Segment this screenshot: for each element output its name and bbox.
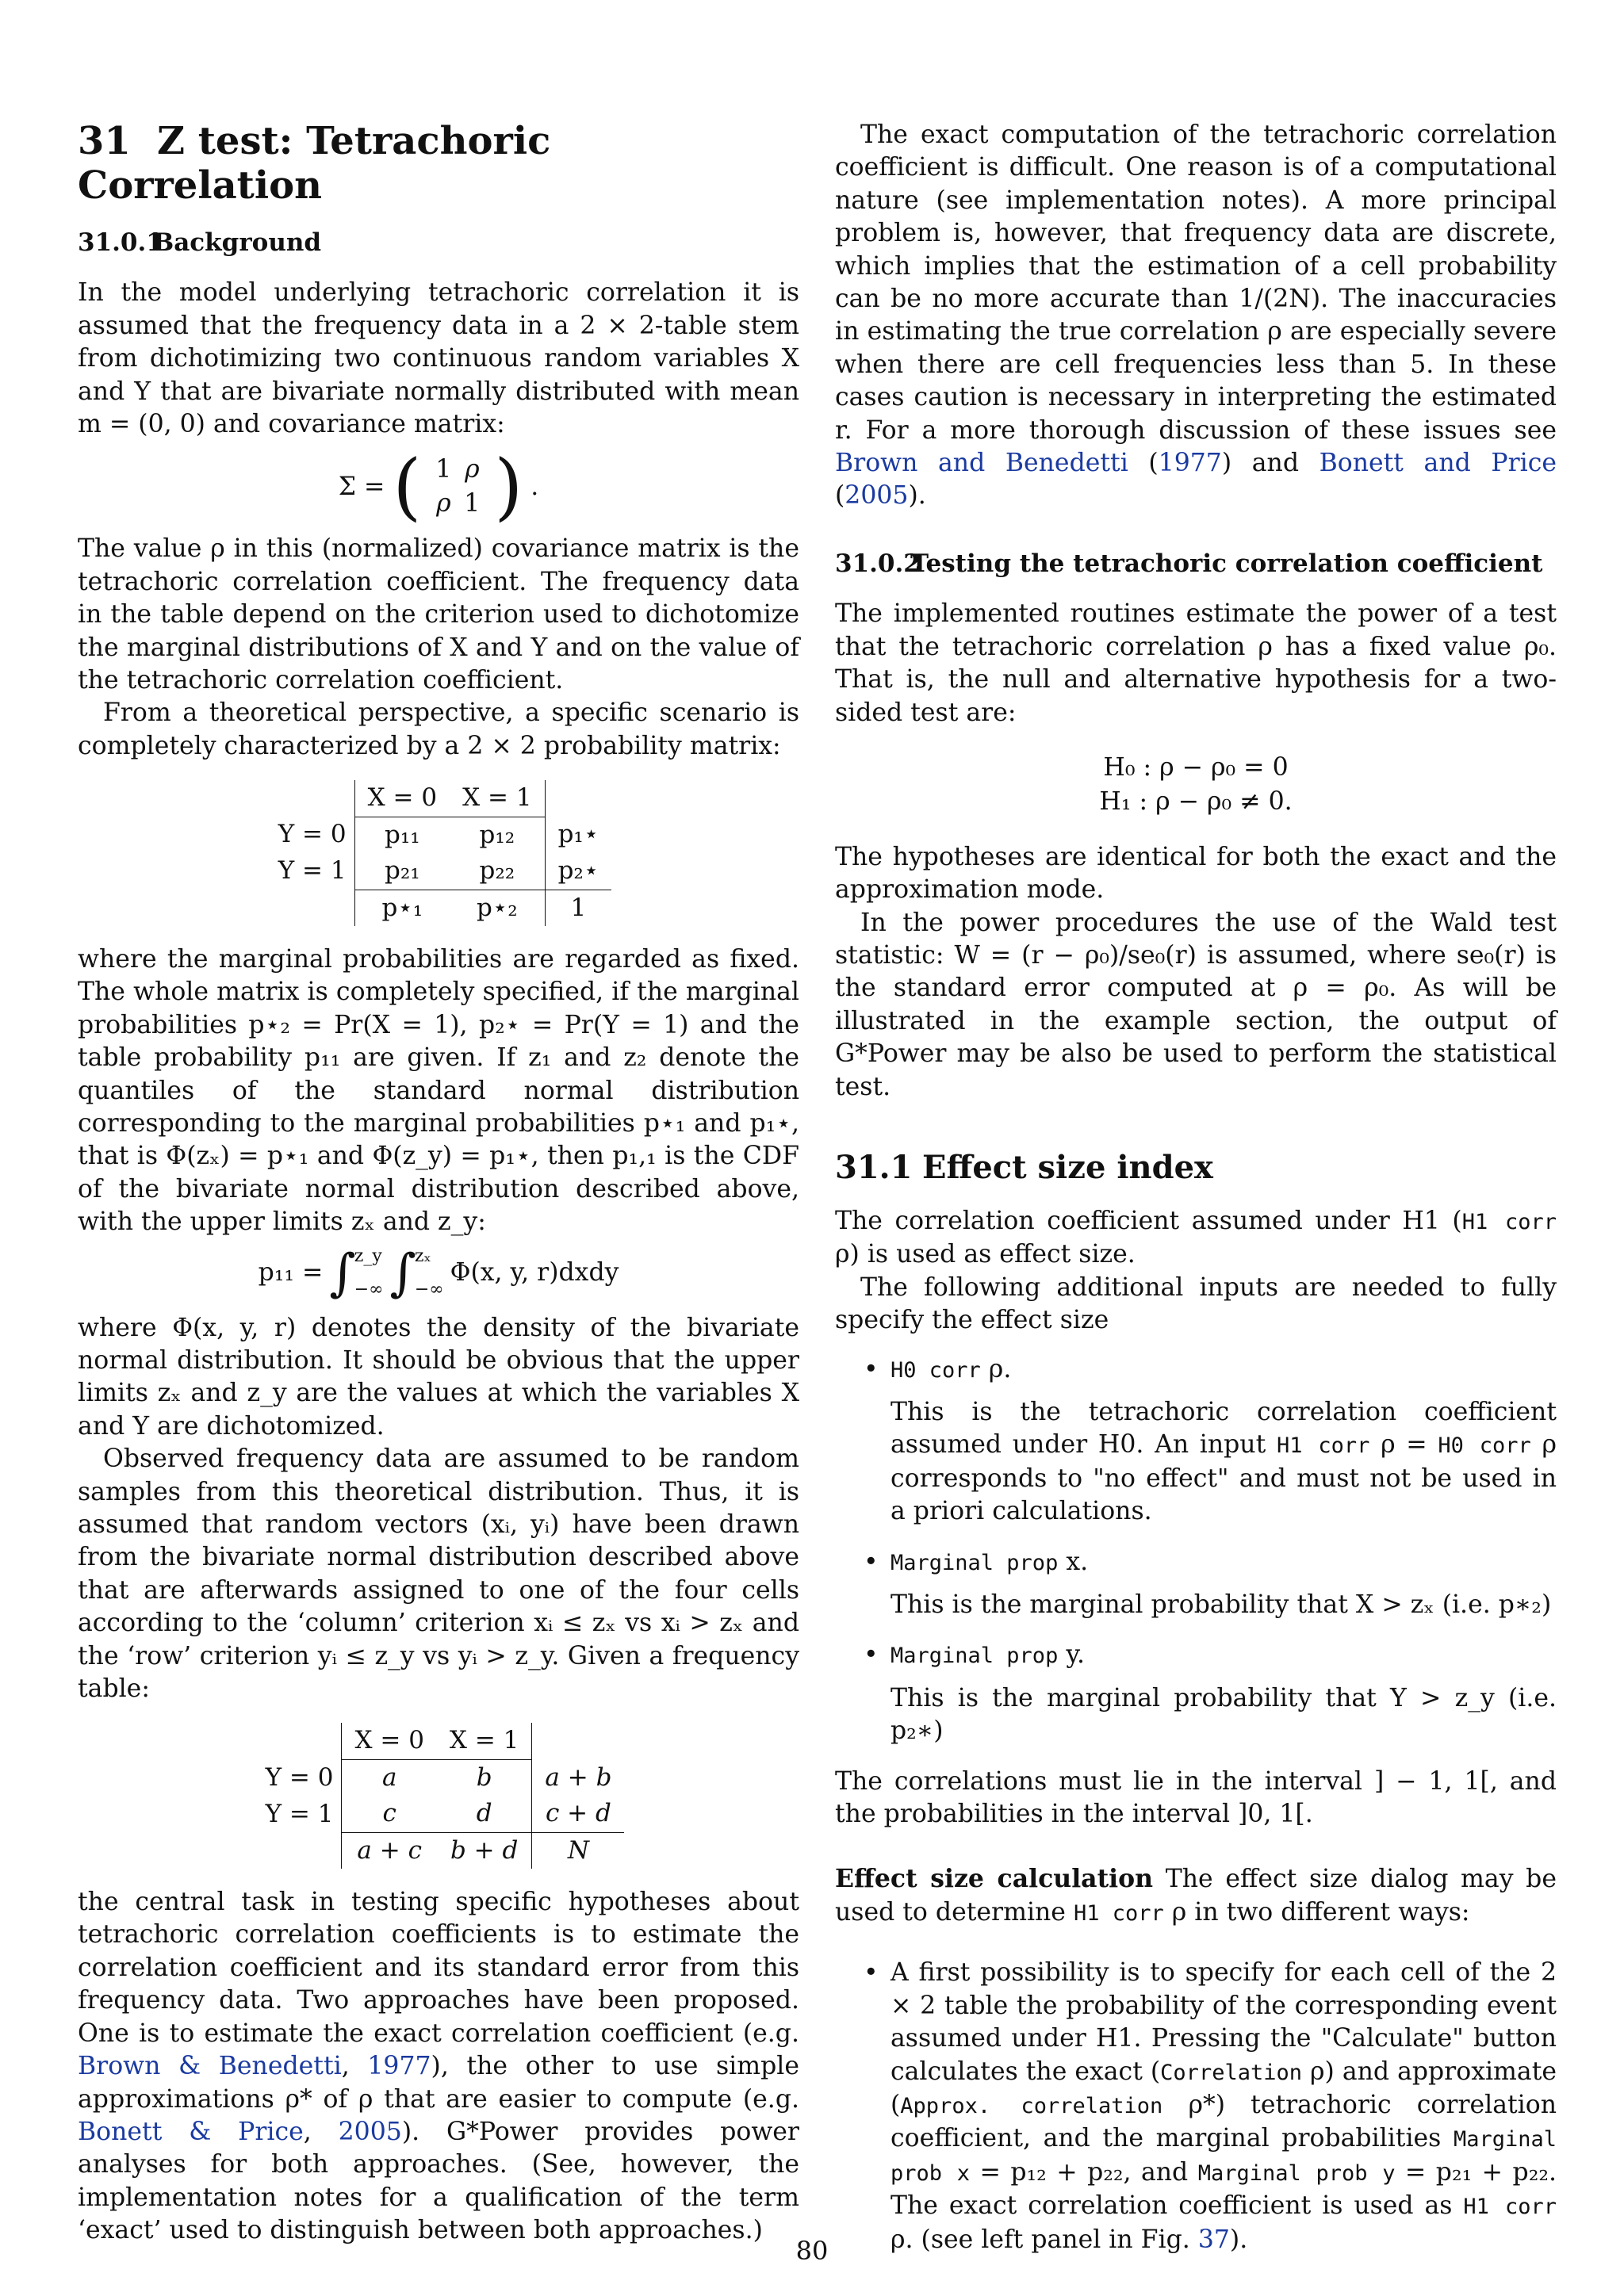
calculation-list xyxy=(864,1957,1557,2256)
input-list xyxy=(864,1353,1557,1748)
paragraph-intervals: The correlations must lie in the interval ] − 1, 1[, and the probabilities in the interval ]0, 1[. xyxy=(835,1766,1557,1829)
paragraph-additional-inputs: The following additional inputs are needed to fully specify the effect size xyxy=(835,1272,1557,1335)
paragraph-routines: The implemented routines estimate the power of a test that the tetrachoric correlation ρ has a fixed value ρ₀. That is, the null and alternative hypothesis for a two-sided test are: xyxy=(835,599,1557,727)
citation-year-link[interactable]: 2005 xyxy=(845,481,909,511)
paragraph-theoretical: From a theoretical perspective, a specific scenario is completely characterized by a 2 × 2 probability matrix: xyxy=(78,698,799,760)
paragraph-marginal: where the marginal probabilities are regarded as fixed. The whole matrix is completely specified, if the marginal probabilities p⋆₂ = Pr(X = 1), p₂⋆ = Pr(Y = 1) and the table probability p₁₁ are given. If z₁ and z₂ denote the quantiles of the standard normal distribution corresponding to the marginal probabilities p⋆₁ and p₁⋆, that is Φ(zₓ) = p⋆₁ and Φ(z_y) = p₁⋆, then p₁,₁ is the CDF of the bivariate normal distribution described above, with the upper limits zₓ and z_y: xyxy=(78,944,799,1237)
probability-matrix-table: X = 0 X = 1 Y = 0 p₁₁ p₁₂ p₁⋆ Y = 1 p₂₁ p₂₂ p₂⋆ p⋆₁ p⋆₂ 1 xyxy=(266,780,612,926)
citation-year-link[interactable]: 2005 xyxy=(338,2117,402,2146)
table-row: Y = 1 c d c + d xyxy=(253,1796,625,1832)
list-item: • Marginal prop x. This is the marginal probability that X > zₓ (i.e. p∗₂) xyxy=(864,1546,1557,1622)
covariance-matrix: 1 ρ ρ 1 xyxy=(435,455,481,519)
citation-link-brown-benedetti[interactable]: Brown and Benedetti xyxy=(835,449,1128,478)
paragraph-exact-computation: The exact computation of the tetrachoric correlation coefficient is difficult. One reason is of a computational nature (see implementation notes). A more principal problem is, however, that frequency data are discrete, which implies that the estimation of a cell probability can be no more accurate than 1/(2N). The inaccuracies in estimating the true correlation ρ are especially severe when there are cell frequencies less than 5. In these cases caution is necessary in interpreting the estimated r. For a more thorough discussion of these issues see Brown and Benedetti (1977) and Bonett and Price (2005). xyxy=(835,121,1557,511)
frequency-table: X = 0 X = 1 Y = 0 a b a + b Y = 1 c d c + d a + c b + d N xyxy=(253,1723,625,1869)
figure-link[interactable]: 37 xyxy=(1197,2225,1230,2254)
table-row: Y = 0 p₁₁ p₁₂ p₁⋆ xyxy=(266,817,612,853)
paragraph-wald: In the power procedures the use of the Wald test statistic: W = (r − ρ₀)/se₀(r) is assumed, where se₀(r) is the standard error computed at ρ = ρ₀. As will be illustrated in the example section, the output of G*Power may be also be used to perform the statistical test. xyxy=(835,908,1557,1101)
citation-year-link[interactable]: 1977 xyxy=(1158,449,1222,478)
section-heading-effect-size: 31.1 Effect size index xyxy=(835,1148,1213,1186)
list-item: • A first possibility is to specify for each cell of the 2 × 2 table the probability of the corresponding event assumed under H1. Pressing the "Calculate" button calculates the exact (Correlation ρ) and approximate (Approx. correlation ρ*) tetrachoric correlation coefficient, and the marginal probabilities Marginal prob x = p₁₂ + p₂₂, and Marginal prob y = p₂₁ + p₂₂. The exact correlation coefficient is used as H1 corr ρ. (see left panel in Fig. 37). xyxy=(864,1957,1557,2256)
right-column xyxy=(835,119,1557,2274)
paragraph-model: In the model underlying tetrachoric correlation it is assumed that the frequency data in a 2 × 2-table stem from dichotimizing two continuous random variables X and Y that are bivariate normally distributed with mean m = (0, 0) and covariance matrix: xyxy=(78,278,799,439)
paragraph-effect-size: The correlation coefficient assumed under H1 (H1 corr ρ) is used as effect size. xyxy=(835,1206,1557,1269)
table-row: Y = 0 a b a + b xyxy=(253,1759,625,1796)
list-item: • H0 corr ρ. This is the tetrachoric correlation coefficient assumed under H0. An input H1 corr ρ = H0 corr ρ corresponds to "no effect" and must not be used in a priori calculations. xyxy=(864,1353,1557,1529)
table-row: p⋆₁ p⋆₂ 1 xyxy=(266,890,612,926)
page-number: 80 xyxy=(795,2236,829,2266)
section-heading: 31 Z test: Tetrachoric Correlation xyxy=(78,119,551,208)
paragraph-rho-value: The value ρ in this (normalized) covariance matrix is the tetrachoric correlation coefficient. The frequency data in the table depend on the criterion used to dichotomize the marginal distributions of X and Y and on the value of the tetrachoric correlation coefficient. xyxy=(78,534,799,695)
left-column xyxy=(78,119,799,2248)
list-item: • Marginal prop y. This is the marginal probability that Y > z_y (i.e. p₂∗) xyxy=(864,1639,1557,1747)
paragraph-observed: Observed frequency data are assumed to be random samples from this theoretical distribution. Thus, it is assumed that random vectors (xᵢ, yᵢ) have been drawn from the bivariate normal distribution described above that are afterwards assigned to one of the four cells according to the ‘column’ criterion xᵢ ≤ zₓ vs xᵢ > zₓ and the ‘row’ criterion yᵢ ≤ z_y vs yᵢ > z_y. Given a frequency table: xyxy=(78,1445,799,1704)
citation-link-bonett-price[interactable]: Bonett & Price xyxy=(78,2117,304,2146)
integral-equation: p₁₁ = ∫ z_y −∞ ∫ zₓ −∞ Φ(x, y, r)dxdy xyxy=(258,1243,619,1303)
paragraph-hypotheses-identical: The hypotheses are identical for both the exact and the approximation mode. xyxy=(835,842,1557,905)
subsection-heading-testing: 31.0.2Testing the tetrachoric correlation coefficient xyxy=(835,549,1543,578)
covariance-matrix-equation: Σ = ( 1 ρ ρ 1 ) . xyxy=(338,444,539,530)
citation-link-bonett-price[interactable]: Bonett and Price xyxy=(1319,449,1557,478)
table-row: a + c b + d N xyxy=(253,1832,625,1869)
null-hypothesis: H₀ : ρ − ρ₀ = 0 xyxy=(1103,752,1289,782)
table-row: Y = 1 p₂₁ p₂₂ p₂⋆ xyxy=(266,853,612,890)
paragraph-effect-size-calculation: Effect size calculation The effect size dialog may be used to determine H1 corr ρ in two different ways: xyxy=(835,1864,1557,1927)
paragraph-density: where Φ(x, y, r) denotes the density of the bivariate normal distribution. It should be obvious that the upper limits zₓ and z_y are the values at which the variables X and Y are dichotomized. xyxy=(78,1313,799,1441)
hypotheses xyxy=(835,752,1557,819)
subsection-heading-background: 31.0.1Background xyxy=(78,228,322,257)
paragraph-central-task: the central task in testing specific hypotheses about tetrachoric correlation coefficients is to estimate the correlation coefficient and its standard error from this frequency data. Two approaches have been proposed. One is to estimate the exact correlation coefficient (e.g. Brown & Benedetti, 1977), the other to use simple approximations ρ* of ρ that are easier to compute (e.g. Bonett & Price, 2005). G*Power provides power analyses for both approaches. (See, however, the implementation notes for a qualification of the term ‘exact’ used to distinguish between both approaches.) xyxy=(78,1888,799,2245)
citation-link-brown-benedetti[interactable]: Brown & Benedetti xyxy=(78,2052,342,2081)
citation-year-link[interactable]: 1977 xyxy=(367,2052,431,2081)
alternative-hypothesis: H₁ : ρ − ρ₀ ≠ 0. xyxy=(1099,787,1293,817)
